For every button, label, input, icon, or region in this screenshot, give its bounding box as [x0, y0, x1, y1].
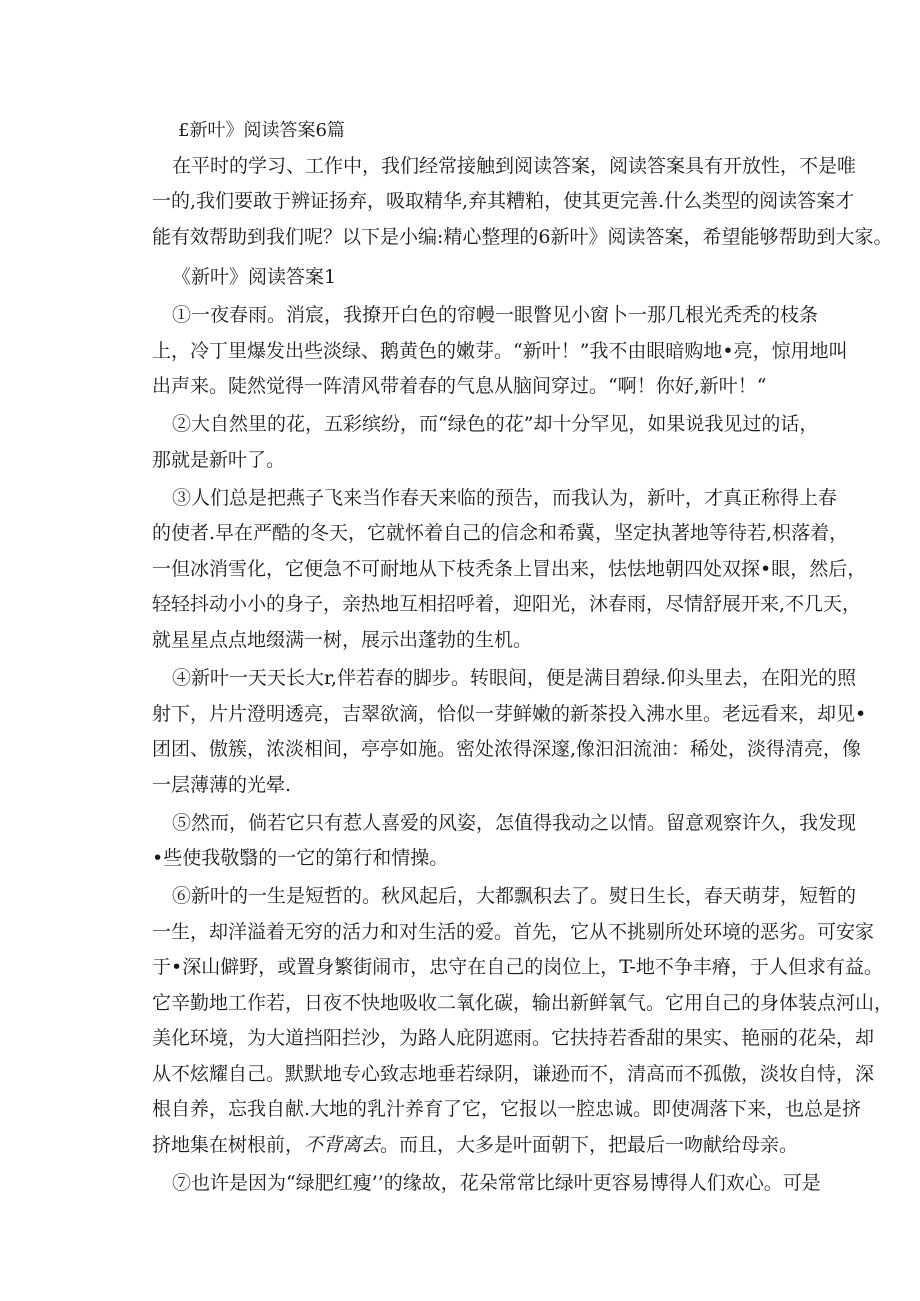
paragraph-line: 从不炫耀自己。默默地专心致志地垂若绿阴，谦逊而不，清高而不孤傲，淡妆自恃，深 [152, 1063, 875, 1085]
paragraph-line: 团团、傲簇，浓淡相间，亭亭如施。密处浓得深邃,像汩汩流油：稀处，淡得清亮，像 [152, 738, 862, 760]
paragraph-line: 它辛勤地工作若，日夜不快地吸收二氧化碳，输出新鲜氧气。它用自己的身体装点河山， [152, 992, 894, 1014]
paragraph-line: 一层薄薄的光晕. [152, 774, 292, 796]
paragraph-line: ⑦也许是因为“绿肥红瘦’’的缘故，花朵常常比绿叶更容易博得人们欢心。可是 [172, 1172, 821, 1194]
paragraph-line: ⑤然而，倘若它只有惹人喜爱的风姿，怎值得我动之以情。留意观察许久，我发现 [172, 812, 857, 834]
intro-line: 在平时的学习、工作中，我们经常接触到阅读答案，阅读答案具有开放性，不是唯 [172, 155, 857, 177]
section-heading: 《新叶》阅读答案1 [172, 266, 337, 288]
paragraph-line: 的使者.早在严酷的冬天，它就怀着自己的信念和希冀，坚定执著地等待若,枳落着， [152, 522, 849, 544]
paragraph-line: 轻轻抖动小小的身子，亲热地互相招呼着，迎阳光，沐春雨，尽情舒展开来,不几天， [152, 593, 862, 615]
paragraph-line: 就星星点点地缀满一树，展示出蓬勃的生机。 [152, 629, 533, 651]
paragraph-line: 根自养，忘我自献.大地的乳汁养育了它，它报以一腔忠诚。即使凋落下来，也总是挤 [152, 1098, 862, 1120]
paragraph-line: 射下，片片澄明透亮，吉翠欲滴，恰似一芽鲜嫩的新茶投入沸水里。老远看来，却见• [152, 703, 867, 725]
paragraph-line: ④新叶一天天长大r,伴若春的脚步。转眼间，便是满目碧绿.仰头里去，在阳光的照 [172, 667, 857, 689]
intro-line: 能有效帮助到我们呢？以下是小编:精心整理的6新叶》阅读答案，希望能够帮助到大家。 [152, 226, 893, 248]
intro-line: 一的,我们要敢于辨证扬弃，吸取精华,弃其糟粕，使其更完善.什么类型的阅读答案才 [152, 190, 855, 212]
paragraph-line: 那就是新叶了。 [152, 449, 286, 471]
paragraph-text: 挤地集在树根前， [152, 1134, 305, 1156]
paragraph-line: ②大自然里的花，五彩缤纷，而“绿色的花”却十分罕见，如果说我见过的话， [172, 413, 819, 435]
paragraph-line: ③人们总是把燕子飞来当作春天来临的预告，而我认为，新叶，才真正称得上春 [172, 487, 838, 509]
paragraph-line: ①一夜春雨。消宸，我撩开白色的帘幔一眼瞥见小窗卜一那几根光秃秃的枝条 [172, 304, 819, 326]
paragraph-line [152, 1134, 798, 1156]
paragraph-line: 于•深山僻野，或置身繁街闹市，忠守在自己的岗位上，T-地不争丰瘠，于人但求有益。 [152, 956, 883, 978]
paragraph-line: 一但冰消雪化，它便急不可耐地从下枝秃条上冒出来，怯怯地朝四处双探•眼，然后， [152, 558, 867, 580]
italic-phrase: 不背离去 [304, 1134, 381, 1156]
paragraph-text: 。而且，大多是叶面朝下，把最后一吻献给母亲。 [380, 1134, 799, 1156]
paragraph-line: 出声来。陡然觉得一阵清风带着春的气息从脑间穿过。“啊！你好,新叶！“ [152, 375, 767, 397]
paragraph-line: 上，冷丁里爆发出些淡绿、鹅黄色的嫩芽。“新叶！”我不由眼暗购地•亮，惊用地叫 [152, 340, 848, 362]
document-title: £新叶》阅读答案6篇 [178, 120, 345, 141]
paragraph-line: •些使我敬翳的一它的第行和情操。 [152, 847, 449, 869]
paragraph-line: 美化环境，为大道挡阳拦沙，为路人庇阴遮雨。它扶持若香甜的果实、艳丽的花朵，却 [152, 1027, 875, 1049]
paragraph-line: ⑥新叶的一生是短哲的。秋风起后，大都飘积去了。熨日生长，春天萌芽，短暂的 [172, 885, 857, 907]
paragraph-line: 一生，却洋溢着无穷的活力和对生活的爱。首先，它从不挑剔所处环境的恶劣。可安家 [152, 921, 875, 943]
